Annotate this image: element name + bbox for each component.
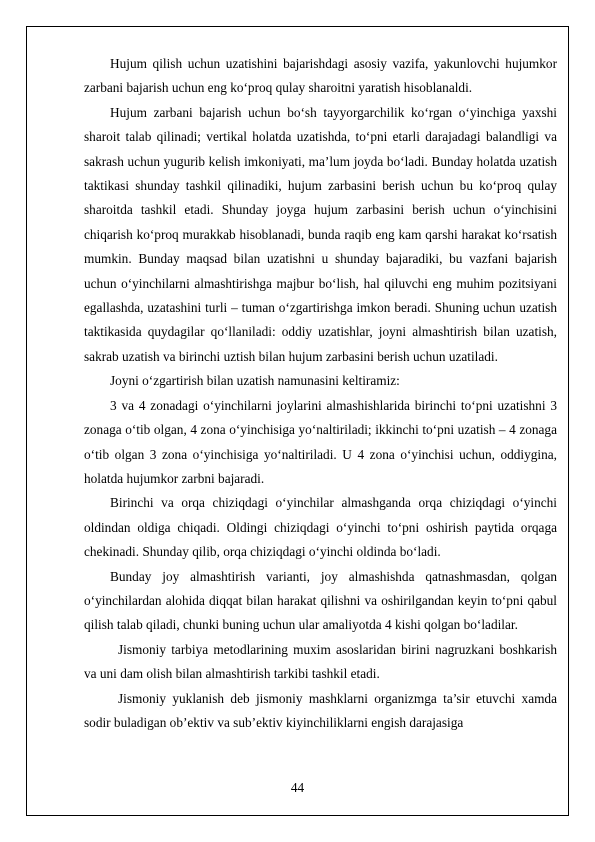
paragraph-3: Joyni o‘zgartirish bilan uzatish namunasini keltiramiz:: [110, 373, 400, 389]
page-number: 44: [290, 780, 305, 795]
paragraph-2: Hujum zarbani bajarish uchun bo‘sh tayyorgarchilik ko‘rgan o‘yinchiga yaxshi sharoit talab qilinadi; vertikal holatda uzatishda, to‘pni etarli darajadagi balandligi va sakrash uchun yugurib kelish imkoniyati, ma’lum joyda bo‘ladi. Bunday holatda uzatish taktikasi shunday tashkil qilinadiki, hujum zarbasini berish uchun bu ko‘proq qulay sharoitda tashkil etadi. Shunday joyga hujum zarbasini berish uchun o‘yinchisini chiqarish ko‘proq murakkab hisoblanadi, bunda raqib eng kam qarshi harakat ko‘rsatish mumkin. Bunday maqsad bilan uzatishni u shunday bajaradiki, bu vazfani bajarish uchun o‘yinchilarni almashtirishga majbur bo‘lish, hal qiluvchi eng muhim pozitsiyani egallashda, uzatashini turli – tuman o‘zgartirishga imkon beradi. Shuning uchun uzatish taktikasida quydagilar qo‘llaniladi: oddiy uzatishlar, joyni almashtirish bilan uzatish, sakrab uzatish va birinchi uztish bilan hujum zarbasini berish uchun uzatiladi.: [84, 104, 557, 364]
paragraph-5: Birinchi va orqa chiziqdagi o‘yinchilar almashganda orqa chiziqdagi o‘yinchi oldindan oldiga chiqadi. Oldingi chiziqdagi o‘yinchi to‘pni oshirish paytida orqaga chekinadi. Shunday qilib, orqa chiziqdagi o‘yinchi oldinda bo‘ladi.: [84, 495, 557, 560]
paragraph-7: Jismoniy tarbiya metodlarining muxim asoslaridan birini nagruzkani boshkarish va uni dam olish bilan almashtirish tarkibi tashkil etadi.: [84, 641, 557, 682]
document-body: [84, 52, 557, 735]
paragraph-8: Jismoniy yuklanish deb jismoniy mashklarni organizmga ta’sir etuvchi xamda sodir buladigan ob’ektiv va sub’ektiv kiyinchiliklarni engish darajasiga: [84, 690, 557, 730]
paragraph-6: Bunday joy almashtirish varianti, joy almashishda qatnashmasdan, qolgan o‘yinchilardan alohida diqqat bilan harakat qilishni va oshirilgandan keyin to‘pni qabul qilish talab qiladi, chunki buning uchun ular amaliyotda 4 kishi qolgan bo‘ladilar.: [84, 568, 557, 633]
paragraph-1: Hujum qilish uchun uzatishini bajarishdagi asosiy vazifa, yakunlovchi hujumkor zarbani bajarish uchun eng ko‘proq qulay sharoitni yaratish hisoblanaldi.: [84, 56, 557, 96]
paragraph-4: 3 va 4 zonadagi o‘yinchilarni joylarini almashishlarida birinchi to‘pni uzatishni 3 zonaga o‘tib olgan, 4 zona o‘yinchisiga yo‘naltiriladi; ikkinchi to‘pni uzatish – 4 zonaga o‘tib olgan 3 zona o‘yinchisiga yo‘naltiriladi. U 4 zona o‘yinchisi uchun, oddiygina, holatda hujumkor zarbni bajaradi.: [84, 397, 557, 486]
